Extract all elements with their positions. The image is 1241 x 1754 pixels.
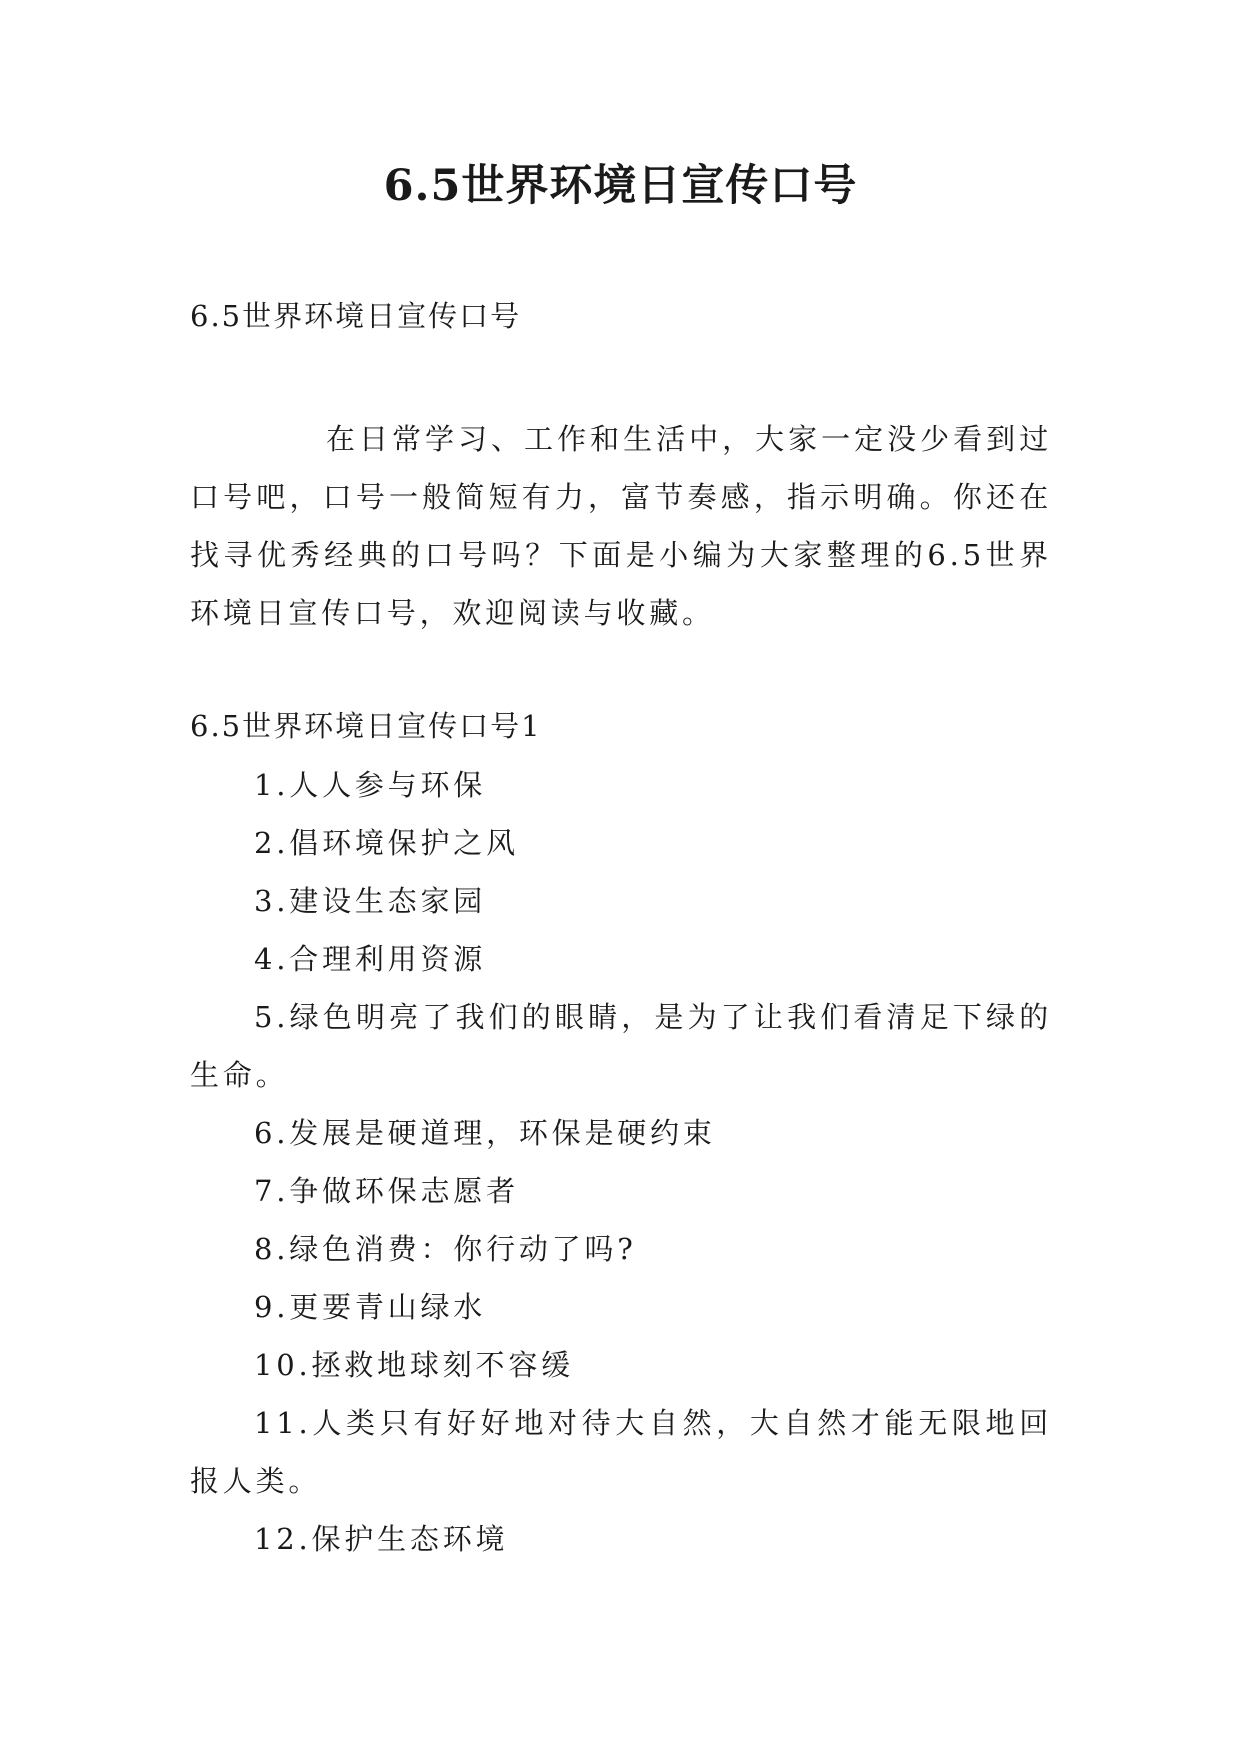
slogan-item: 4.合理利用资源 xyxy=(254,942,487,976)
slogan-item: 2.倡环境保护之风 xyxy=(254,826,519,860)
slogan-item: 10.拯救地球刻不容缓 xyxy=(254,1348,574,1382)
slogan-item: 1.人人参与环保 xyxy=(254,768,487,802)
slogan-item: 9.更要青山绿水 xyxy=(254,1290,487,1324)
slogan-item: 7.争做环保志愿者 xyxy=(254,1174,519,1208)
slogan-item: 3.建设生态家园 xyxy=(254,884,487,918)
intro-paragraph: 在日常学习、工作和生活中，大家一定没少看到过口号吧，口号一般简短有力，富节奏感，指示明确。你还在找寻优秀经典的口号吗？下面是小编为大家整理的6.5世界环境日宣传口号，欢迎阅读与收藏。 xyxy=(190,422,1052,630)
document-title: 6.5世界环境日宣传口号 xyxy=(383,161,858,211)
slogan-item: 8.绿色消费：你行动了吗? xyxy=(254,1232,637,1266)
slogan-item: 12.保护生态环境 xyxy=(254,1522,509,1556)
document-subtitle: 6.5世界环境日宣传口号 xyxy=(190,299,522,333)
section-title: 6.5世界环境日宣传口号1 xyxy=(190,709,542,743)
slogan-item: 6.发展是硬道理，环保是硬约束 xyxy=(254,1116,716,1150)
slogan-item: 11.人类只有好好地对待大自然，大自然才能无限地回报人类。 xyxy=(190,1406,1052,1498)
slogan-list xyxy=(190,756,1052,1568)
slogan-item: 5.绿色明亮了我们的眼睛，是为了让我们看清足下绿的生命。 xyxy=(190,1000,1052,1092)
